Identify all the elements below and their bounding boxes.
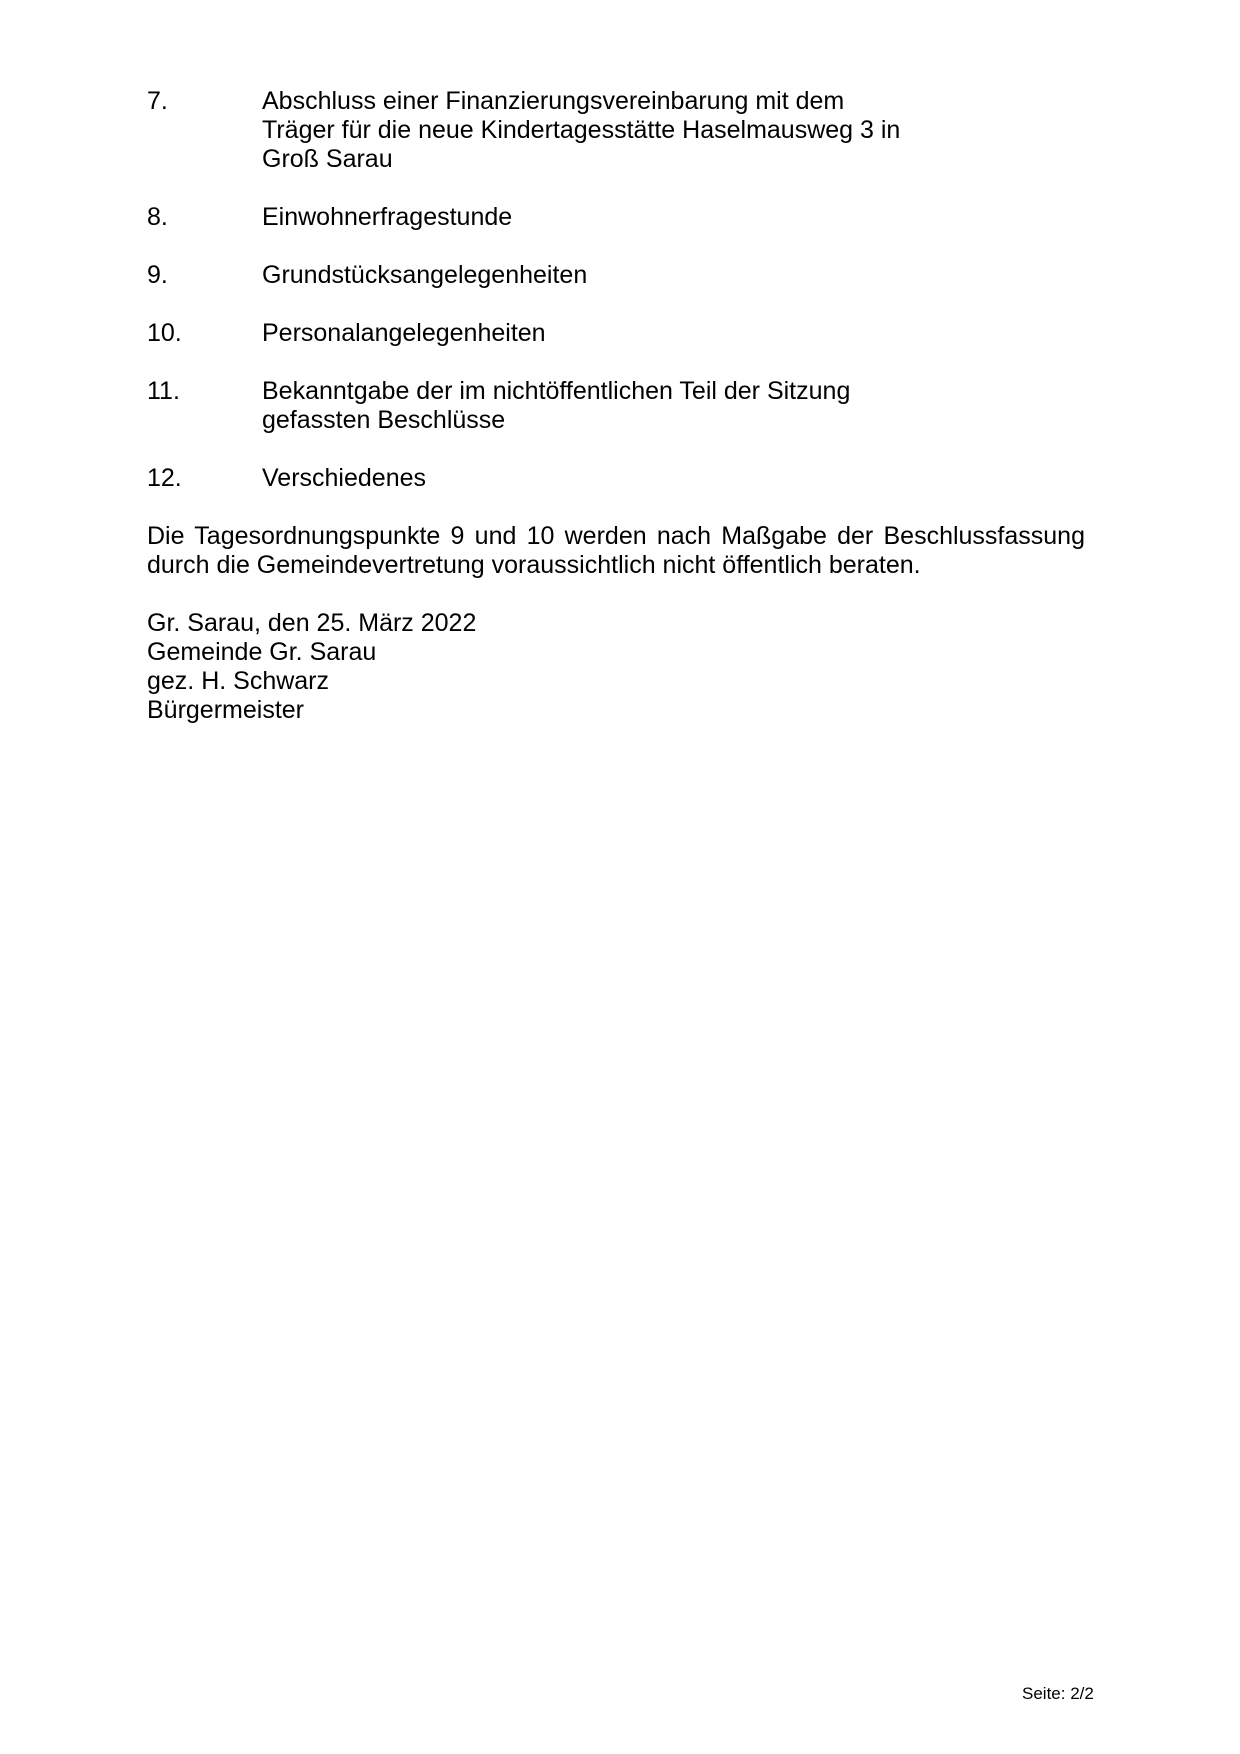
document-body — [147, 87, 1085, 725]
agenda-item-number: 8. — [147, 203, 168, 231]
non-public-note — [147, 522, 1085, 580]
agenda-item-12 — [147, 464, 1085, 493]
agenda-item-line: gefassten Beschlüsse — [262, 406, 506, 434]
note-line: Die Tagesordnungspunkte 9 und 10 werden nach Maßgabe der Beschlussfassung — [147, 522, 1085, 550]
agenda-item-11 — [147, 377, 1085, 435]
agenda-item-text — [262, 377, 1085, 435]
agenda-item-line: Einwohnerfragestunde — [262, 203, 513, 231]
agenda-item-10 — [147, 319, 1085, 348]
agenda-item-text — [262, 87, 1085, 174]
agenda-item-number: 11. — [147, 377, 180, 405]
agenda-item-text — [262, 261, 1085, 290]
agenda-item-line: Groß Sarau — [262, 145, 393, 173]
agenda-item-text — [262, 464, 1085, 493]
agenda-item-text — [262, 203, 1085, 232]
agenda-item-line: Abschluss einer Finanzierungsvereinbarung mit dem — [262, 87, 845, 115]
note-line: durch die Gemeindevertretung voraussichtlich nicht öffentlich beraten. — [147, 551, 921, 579]
agenda-item-9 — [147, 261, 1085, 290]
agenda-item-line: Bekanntgabe der im nichtöffentlichen Teil der Sitzung — [262, 377, 851, 405]
signature-signed-by: gez. H. Schwarz — [147, 667, 330, 695]
signature-block — [147, 609, 1085, 725]
page-number: Seite: 2/2 — [1022, 1684, 1094, 1703]
signature-place-date: Gr. Sarau, den 25. März 2022 — [147, 609, 477, 637]
agenda-item-line: Träger für die neue Kindertagesstätte Haselmausweg 3 in — [262, 116, 901, 144]
agenda-item-line: Grundstücksangelegenheiten — [262, 261, 588, 289]
agenda-item-7 — [147, 87, 1085, 174]
agenda-item-number: 7. — [147, 87, 168, 115]
agenda-list — [147, 87, 1085, 493]
agenda-item-number: 10. — [147, 319, 182, 347]
agenda-item-line: Verschiedenes — [262, 464, 427, 492]
agenda-item-8 — [147, 203, 1085, 232]
signature-municipality: Gemeinde Gr. Sarau — [147, 638, 377, 666]
agenda-item-text — [262, 319, 1085, 348]
agenda-item-number: 9. — [147, 261, 168, 289]
agenda-item-line: Personalangelegenheiten — [262, 319, 546, 347]
agenda-item-number: 12. — [147, 464, 182, 492]
signature-role: Bürgermeister — [147, 696, 304, 724]
